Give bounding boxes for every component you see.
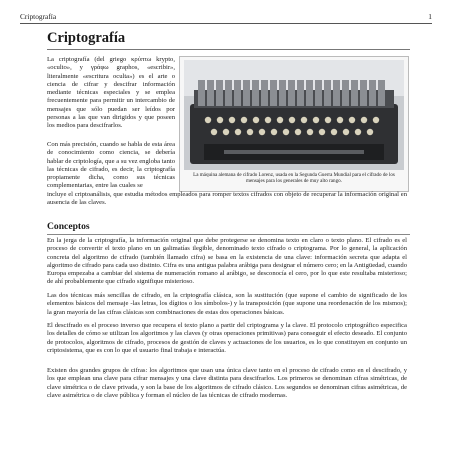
section-paragraph-3: El descifrado es el proceso inverso que recupera el texto plano a partir del criptograma y la clave. El protocolo criptográfico especifica los detalles de cómo se utilizan los algoritmos y las claves (y otras operaciones primitivas) para conseguir el efecto deseado. El conjunto de protocolos, algoritmos de cifrado, procesos de gestión de claves y actuaciones de los usuarios, es lo que constituyen en conjunto un criptosistema, que es con lo que el usuario final trabaja e interactúa. [47, 322, 407, 354]
running-header [20, 12, 432, 24]
page-title: Criptografía [47, 30, 126, 46]
section-heading: Conceptos [47, 221, 90, 232]
section-paragraph-4: Existen dos grandes grupos de cifras: los algoritmos que usan una única clave tanto en el proceso de cifrado como en el descifrado, y los que emplean una clave para cifrar mensajes y una clave distinta para descifrarlos. Los primeros se denominan cifras simétricas, de clave simétrica o de clave privada, y son la base de los algoritmos de cifrado clásico. Los segundos se denominan cifras asimétricas, de clave asimétrica o de clave pública y forman el núcleo de las técnicas de cifrado modernas. [47, 367, 407, 399]
intro-paragraph-tail: incluye el criptoanálisis, que estudia métodos empleados para romper textos cifrados con objeto de recuperar la información original en ausencia de las claves. [47, 191, 407, 207]
figure [179, 56, 409, 192]
section-paragraph-2: Las dos técnicas más sencillas de cifrado, en la criptografía clásica, son la sustitución (que supone el cambio de significado de los elementos básicos del mensaje -las letras, los dígitos o los símbolos-) y la transposición (que supone una reordenación de los mismos); la gran mayoría de las cifras clásicas son combinaciones de estas dos operaciones básicas. [47, 292, 407, 316]
intro-paragraph: La criptografía (del griego κρύπτω krypto, «oculto», y γράφω graphos, «escribir», literalmente «escritura oculta») es el arte o ciencia de cifrar y descifrar información mediante técnicas especiales y se emplea frecuentemente para permitir un intercambio de mensajes que sólo puedan ser leídos por personas a las que van dirigidos y que poseen los medios para descifrarlos. [47, 56, 175, 130]
running-title: Criptografía [20, 12, 57, 21]
figure-caption: La máquina alemana de cifrado Lorenz, usada en la Segunda Guerra Mundial para el cifrado de los mensajes para los generales de muy alto rango. [193, 172, 395, 185]
intro-paragraph-2: Con más precisión, cuando se habla de esta área de conocimiento como ciencia, se debería hablar de criptología, que a su vez engloba tanto las técnicas de cifrado, es decir, la criptografía propiamente dicha, como sus técnicas complementarias, entre las cuales se [47, 141, 175, 190]
page-number: 1 [428, 12, 432, 21]
enigma-machine-photo [184, 60, 404, 170]
section-divider [47, 234, 410, 235]
section-paragraph-1: En la jerga de la criptografía, la información original que debe protegerse se denomina texto en claro o texto plano. El cifrado es el proceso de convertir el texto plano en un galimatías ilegible, denominado texto cifrado o criptograma. Por lo general, la aplicación concreta del algoritmo de cifrado (también llamado cifra) se basa en la existencia de una clave: información secreta que adapta el algoritmo de cifrado para cada uso distinto. Cifra es una antigua palabra arábiga para designar el número cero; en la Antigüedad, cuando Europa empezaba a cambiar del sistema de numeración romano al arábigo, se desconocía el cero, por lo que este resultaba misterioso; de ahí probablemente que cifrado signifique misterioso. [47, 237, 407, 286]
title-divider [47, 49, 410, 50]
